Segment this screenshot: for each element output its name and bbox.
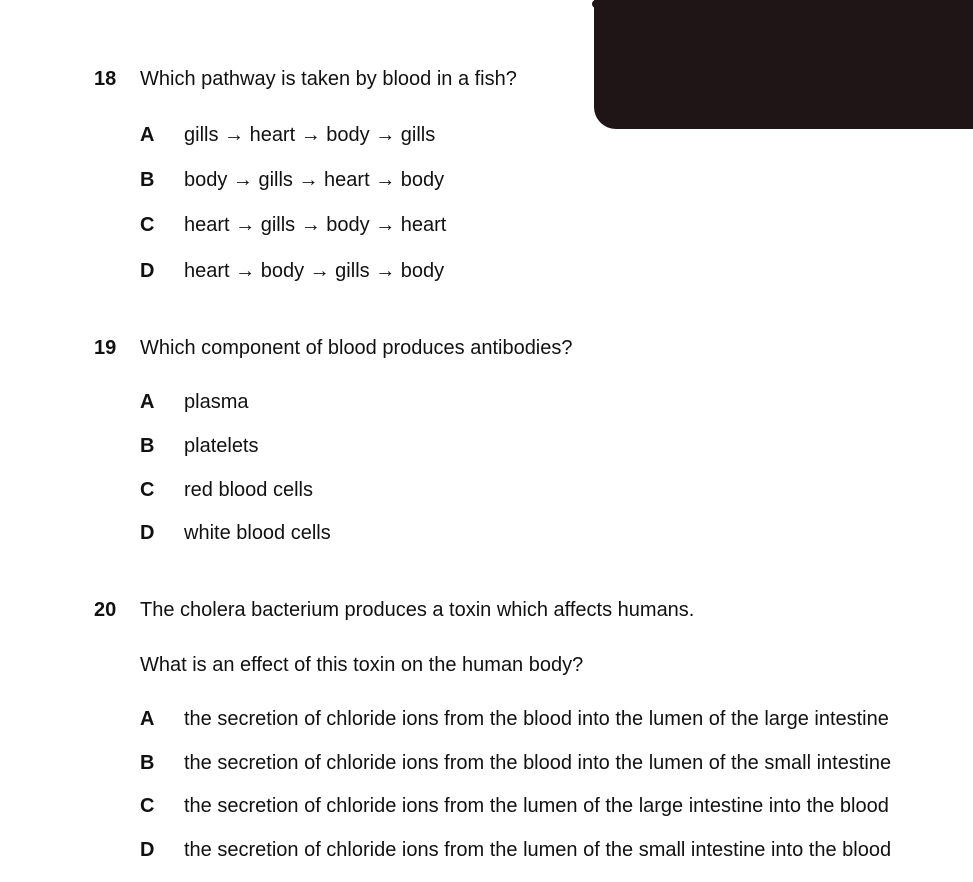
question-number: 19 — [94, 337, 117, 359]
question-number: 20 — [94, 599, 117, 621]
question-prompt: Which component of blood produces antibodies? — [140, 337, 573, 359]
option-text: gills → heart → body → gills — [184, 124, 436, 146]
option-letter: D — [140, 260, 155, 282]
option-letter: A — [140, 124, 155, 146]
option-text: body → gills → heart → body — [184, 169, 445, 191]
option-letter: B — [140, 169, 155, 191]
option-letter: B — [140, 752, 155, 774]
option-text: the secretion of chloride ions from the blood into the lumen of the small intestine — [184, 752, 892, 774]
question-subprompt: What is an effect of this toxin on the human body? — [140, 654, 584, 676]
option-text: red blood cells — [184, 479, 313, 501]
option-letter: D — [140, 839, 155, 861]
option-letter: A — [140, 391, 155, 413]
option-text: heart → body → gills → body — [184, 260, 445, 282]
option-letter: A — [140, 708, 155, 730]
option-text: the secretion of chloride ions from the lumen of the small intestine into the blood — [184, 839, 892, 861]
option-letter: B — [140, 435, 155, 457]
option-letter: C — [140, 479, 155, 501]
option-letter: C — [140, 795, 155, 817]
option-text: platelets — [184, 435, 259, 457]
option-text: white blood cells — [184, 522, 331, 544]
option-letter: D — [140, 522, 155, 544]
question-number: 18 — [94, 68, 117, 90]
question-prompt: The cholera bacterium produces a toxin which affects humans. — [140, 599, 695, 621]
dark-overlay-panel — [594, 0, 973, 129]
option-text: the secretion of chloride ions from the lumen of the large intestine into the blood — [184, 795, 889, 817]
option-text: heart → gills → body → heart — [184, 214, 447, 236]
question-prompt: Which pathway is taken by blood in a fish? — [140, 68, 517, 90]
option-letter: C — [140, 214, 155, 236]
option-text: the secretion of chloride ions from the blood into the lumen of the large intestine — [184, 708, 889, 730]
option-text: plasma — [184, 391, 249, 413]
